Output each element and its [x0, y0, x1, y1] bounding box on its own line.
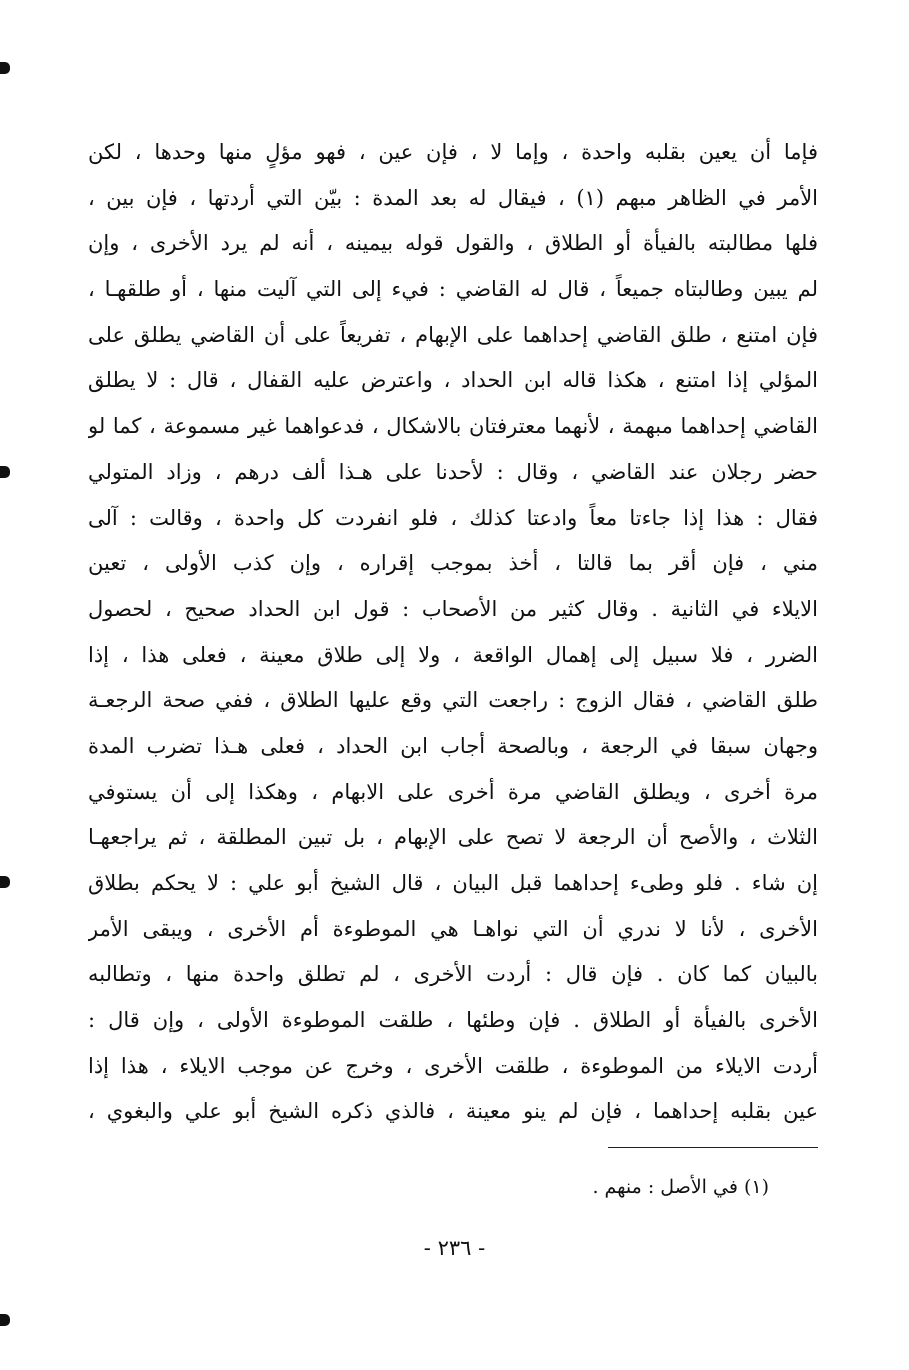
text-line: لم يبين وطالبتاه جميعاً ، قال له القاضي : فيء إلى التي آليت منها ، أو طلقهـا ، [88, 277, 818, 302]
page-number: - ٢٣٦ - [423, 1236, 486, 1260]
text-line: مني ، فإن أقر بما قالتا ، أخذ بموجب إقراره ، وإن كذب الأولى ، تعين [88, 551, 818, 576]
text-line: الايلاء في الثانية . وقال كثير من الأصحاب : قول ابن الحداد صحيح ، لحصول [88, 596, 818, 621]
text-line: فإن امتنع ، طلق القاضي إحداهما على الإبهام ، تفريعاً على أن القاضي يطلق على [88, 322, 818, 347]
text-line: الأخرى بالفيأة أو الطلاق . فإن وطئها ، طلقت الموطوءة الأولى ، وإن قال : [88, 1008, 818, 1033]
text-line: القاضي إحداهما مبهمة ، لأنهما معترفتان بالاشكال ، فدعواهما غير مسموعة ، كما لو [88, 414, 818, 439]
text-line: الأخرى ، لأنا لا ندري أن التي نواهـا هي الموطوءة أم الأخرى ، ويبقى الأمر [88, 916, 818, 941]
text-line: طلق القاضي ، فقال الزوج : راجعت التي وقع عليها الطلاق ، ففي صحة الرجعـة [88, 688, 818, 713]
text-line: الثلاث ، والأصح أن الرجعة لا تصح على الإبهام ، بل تبين المطلقة ، ثم يراجعهـا [88, 825, 818, 850]
text-line: حضر رجلان عند القاضي ، وقال : لأحدنا على هـذا ألف درهم ، وزاد المتولي [88, 459, 818, 484]
text-line: الضرر ، فلا سبيل إلى إهمال الواقعة ، ولا إلى طلاق معينة ، فعلى هذا ، إذا [88, 642, 818, 667]
text-line: أردت الايلاء من الموطوءة ، طلقت الأخرى ، وخرج عن موجب الايلاء ، هذا إذا [88, 1053, 818, 1078]
text-line: عين بقلبه إحداهما ، فإن لم ينو معينة ، فالذي ذكره الشيخ أبو علي والبغوي ، [88, 1099, 818, 1124]
text-line: فلها مطالبته بالفيأة أو الطلاق ، والقول قوله بيمينه ، أنه لم يرد الأخرى ، وإن [88, 231, 818, 256]
text-line: وجهان سبقا في الرجعة ، وبالصحة أجاب ابن الحداد ، فعلى هـذا تضرب المدة [88, 733, 818, 758]
edge-mark [0, 1314, 10, 1326]
edge-mark [0, 876, 10, 888]
text-line: إن شاء . فلو وطىء إحداهما قبل البيان ، قال الشيخ أبو علي : لا يحكم بطلاق [88, 871, 818, 895]
footnote-divider [608, 1147, 818, 1148]
body-text [88, 130, 818, 1135]
text-line: فإما أن يعين بقلبه واحدة ، وإما لا ، فإن عين ، فهو مؤلٍ منها وحدها ، لكن [88, 140, 818, 164]
text-line: الأمر في الظاهر مبهم (١) ، فيقال له بعد المدة : بيّن التي أردتها ، فإن بين ، [88, 185, 818, 210]
text-line: فقال : هذا إذا جاءتا معاً وادعتا كذلك ، فلو انفردت كل واحدة ، وقالت : آلى [88, 505, 818, 530]
edge-mark [0, 466, 10, 478]
footnote: (١) في الأصل : منهم . [592, 1176, 769, 1198]
text-line: المؤلي إذا امتنع ، هكذا قاله ابن الحداد ، واعترض عليه القفال ، قال : لا يطلق [88, 368, 818, 393]
text-line: بالبيان كما كان . فإن قال : أردت الأخرى ، لم تطلق واحدة منها ، وتطالبه [88, 962, 818, 987]
edge-mark [0, 62, 10, 74]
text-line: مرة أخرى ، ويطلق القاضي مرة أخرى على الابهام ، وهكذا إلى أن يستوفي [88, 779, 818, 804]
